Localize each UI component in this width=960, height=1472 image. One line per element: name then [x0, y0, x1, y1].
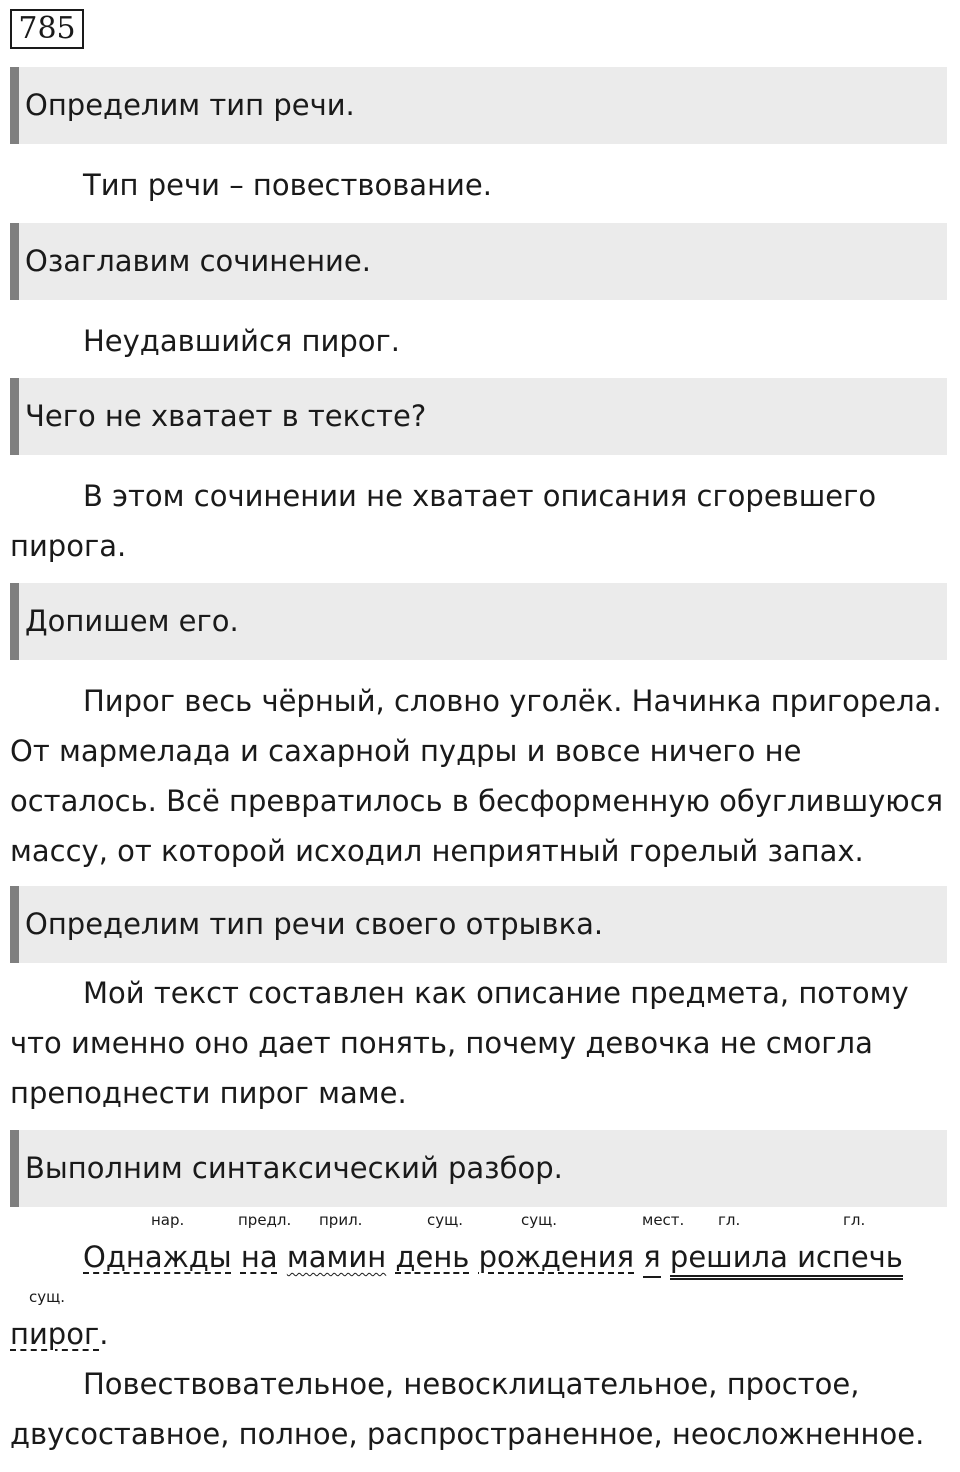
section-heading: Выполним синтаксический разбор.	[10, 1130, 947, 1207]
preposition-word: на	[240, 1240, 278, 1274]
section-answer	[10, 676, 955, 876]
pos-label: предл.	[238, 1211, 292, 1229]
answer-line: пирога.	[10, 529, 127, 563]
section-answer	[10, 471, 955, 571]
answer-line: Тип речи – повествование.	[83, 168, 492, 202]
predicate-words: решила испечь	[670, 1240, 903, 1280]
section-answer	[10, 316, 955, 366]
answer-line: От мармелада и сахарной пудры и вовсе ничего не	[10, 734, 802, 768]
sentence-punctuation: .	[99, 1317, 109, 1351]
section-heading: Озаглавим сочинение.	[10, 223, 947, 300]
answer-line: двусоставное, полное, распространенное, неосложненное.	[10, 1417, 925, 1451]
pos-label: сущ.	[29, 1288, 66, 1306]
section-heading: Допишем его.	[10, 583, 947, 660]
exercise-number: 785	[10, 9, 84, 49]
subject-word: я	[643, 1240, 660, 1278]
pos-label: гл.	[843, 1211, 866, 1229]
adverbial-noun: рождения	[478, 1240, 635, 1274]
attribute-word: мамин	[286, 1240, 387, 1274]
parsed-sentence-line	[10, 1314, 108, 1354]
pos-label: сущ.	[521, 1211, 558, 1229]
answer-line: осталось. Всё превратилось в бесформенную обуглившуюся	[10, 784, 944, 818]
answer-line: что именно оно дает понять, почему девочка не смогла	[10, 1026, 873, 1060]
answer-line: Повествовательное, невосклицательное, простое,	[83, 1367, 860, 1401]
answer-line: Мой текст составлен как описание предмета, потому	[83, 976, 909, 1010]
pos-label: прил.	[319, 1211, 363, 1229]
object-word: пирог	[10, 1317, 100, 1351]
section-answer	[10, 160, 955, 210]
adverbial-noun: день	[395, 1240, 470, 1274]
section-answer	[10, 968, 955, 1118]
sentence-characteristics	[10, 1359, 955, 1459]
answer-line: Пирог весь чёрный, словно уголёк. Начинка пригорела.	[83, 684, 942, 718]
answer-line: Неудавшийся пирог.	[83, 324, 400, 358]
pos-label: мест.	[642, 1211, 685, 1229]
section-heading: Чего не хватает в тексте?	[10, 378, 947, 455]
answer-line: В этом сочинении не хватает описания сгоревшего	[83, 479, 877, 513]
answer-line: массу, от которой исходил неприятный горелый запах.	[10, 834, 864, 868]
answer-line: преподнести пирог маме.	[10, 1076, 407, 1110]
parsed-sentence-line	[83, 1237, 903, 1277]
section-heading: Определим тип речи.	[10, 67, 947, 144]
pos-label: гл.	[718, 1211, 741, 1229]
pos-label: нар.	[151, 1211, 185, 1229]
section-heading: Определим тип речи своего отрывка.	[10, 886, 947, 963]
adverbial-word: Однажды	[83, 1240, 232, 1274]
pos-label: сущ.	[427, 1211, 464, 1229]
